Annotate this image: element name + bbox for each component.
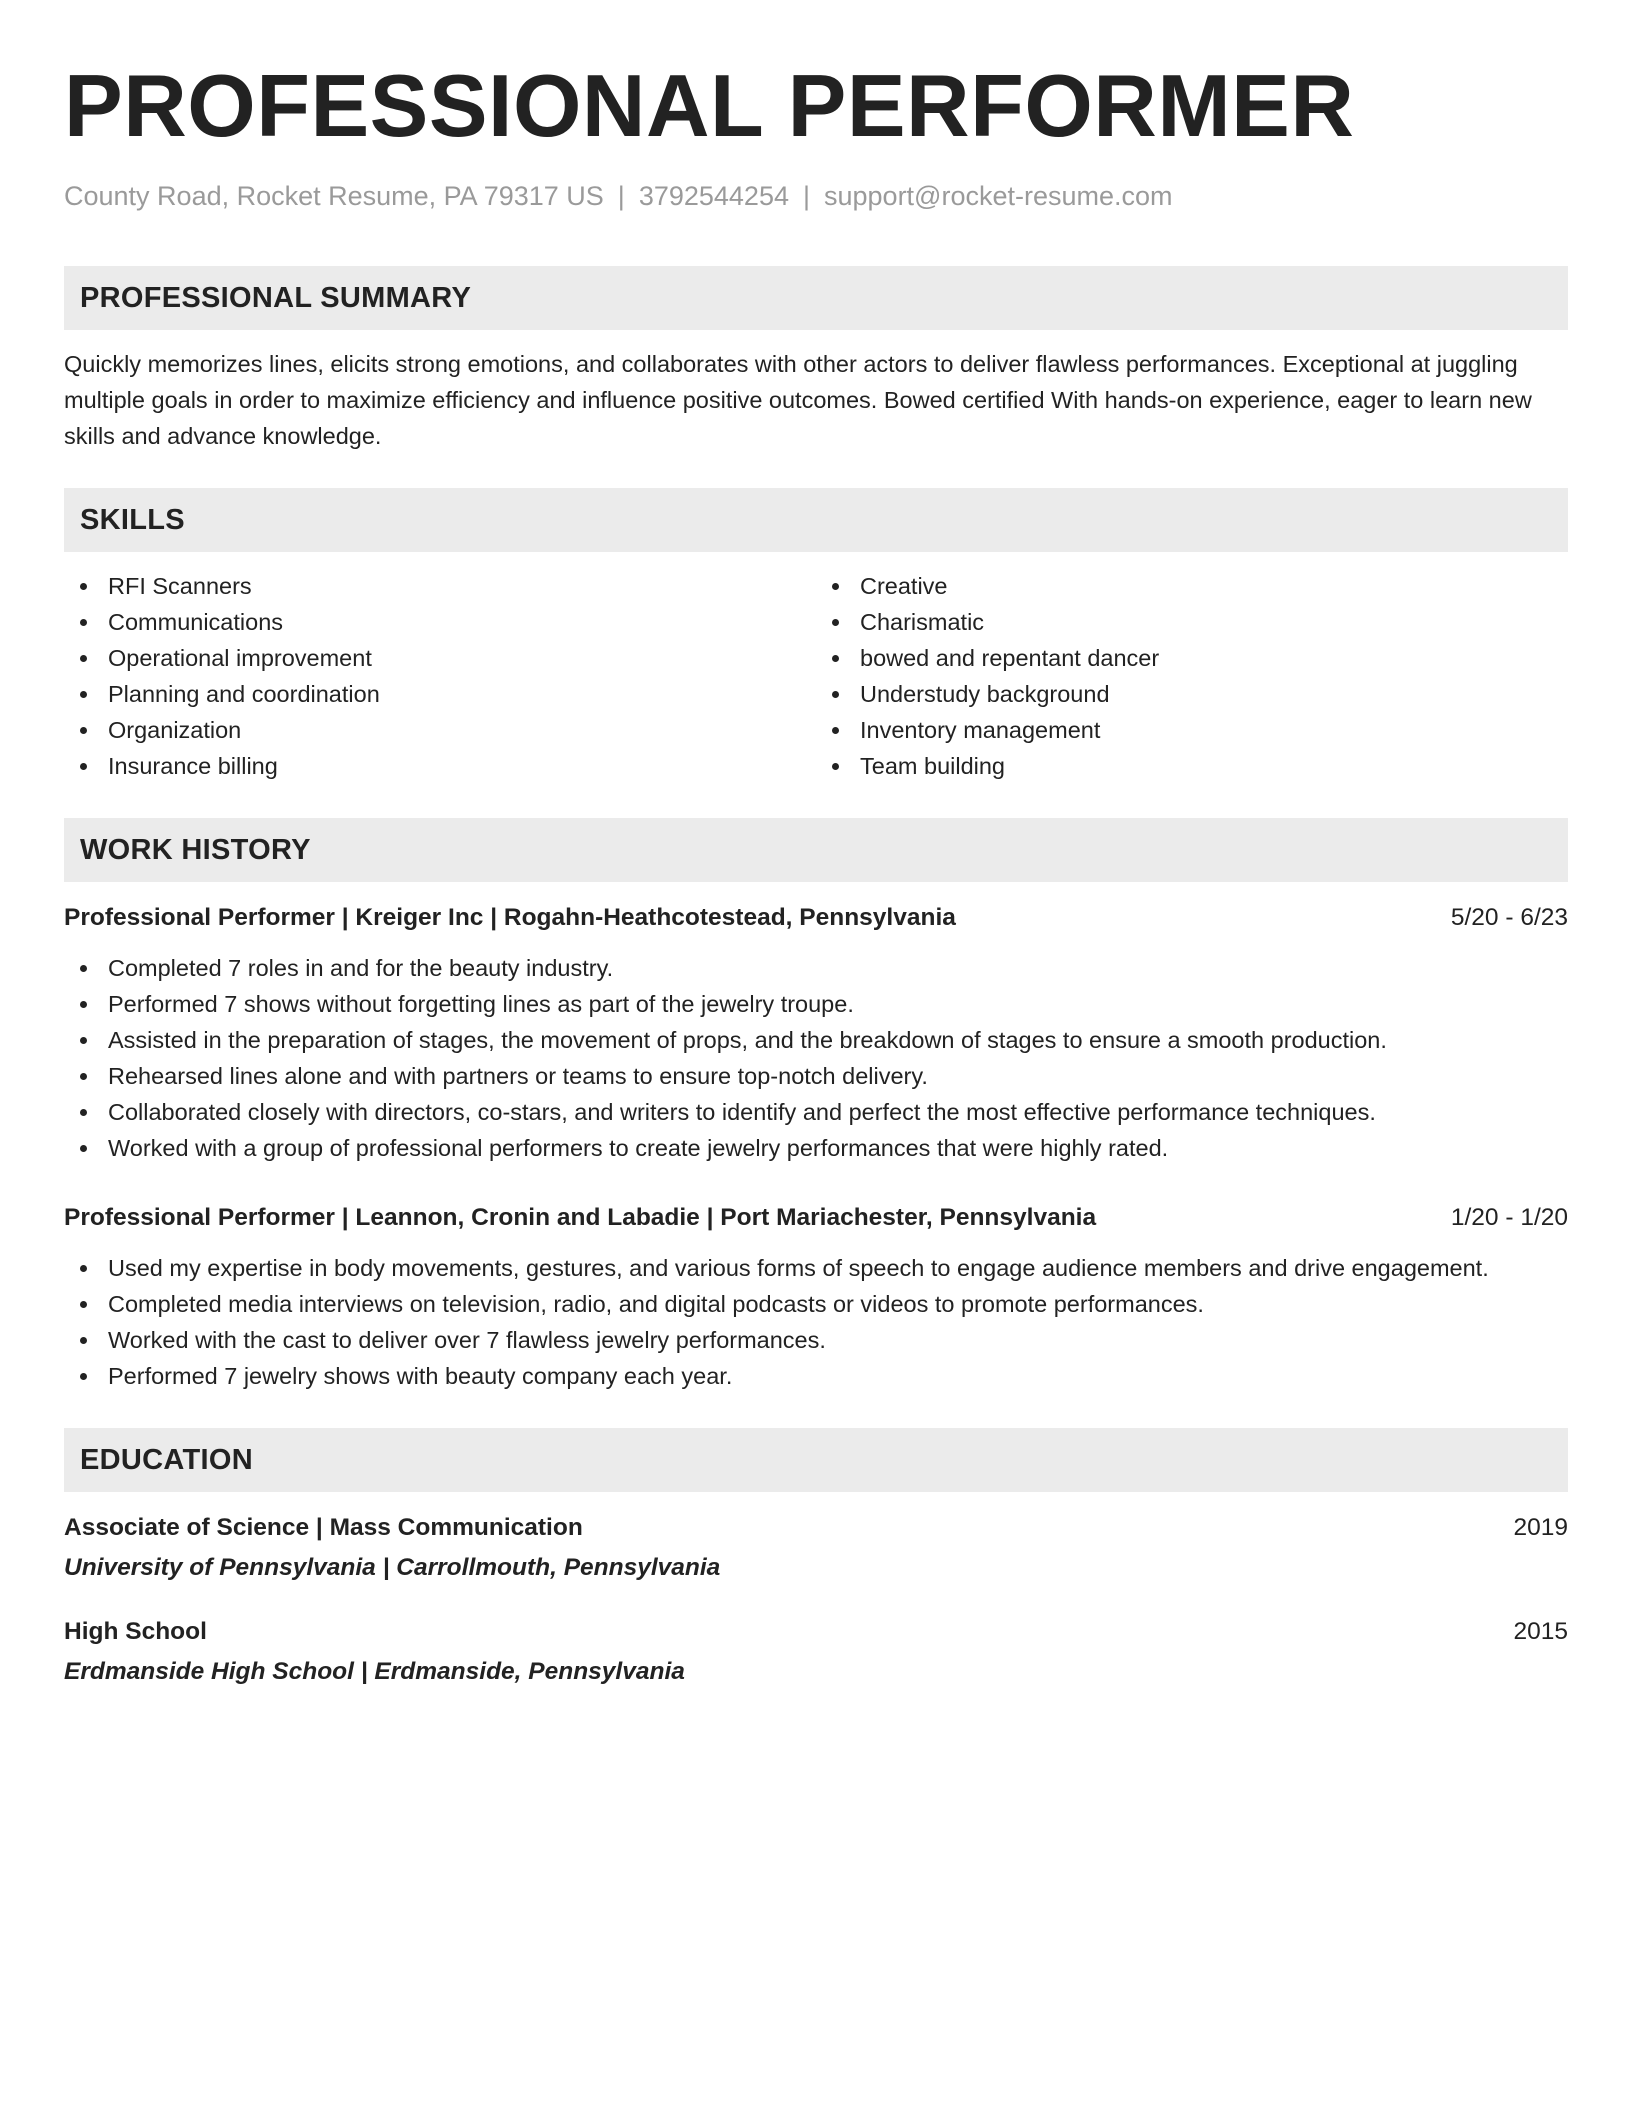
work-history-section [64,818,1568,1394]
bullet-icon [832,655,839,662]
education-degree: Associate of Science | Mass Communication [64,1514,583,1541]
education-heading: EDUCATION [64,1428,1568,1492]
education-header [64,1614,1568,1650]
summary-text: Quickly memorizes lines, elicits strong emotions, and collaborates with other actors to deliver flawless performances. Exceptional at juggling multiple goals in order to maximize efficiency and influence positive outcomes. Bowed certified With hands-on experience, eager to learn new skills and advance knowledge. [64,351,1532,449]
bullet-icon [80,763,87,770]
bullet-icon [80,1073,87,1080]
job-bullet: Worked with a group of professional performers to create jewelry performances that were highly rated. [64,1130,1568,1166]
bullet-icon [80,1373,87,1380]
skill-item: Creative [816,568,1568,604]
skills-heading: SKILLS [64,488,1568,552]
skill-item: Understudy background [816,676,1568,712]
summary-heading: PROFESSIONAL SUMMARY [64,266,1568,330]
job-bullet: Performed 7 jewelry shows with beauty company each year. [64,1358,1568,1394]
skills-left-column [64,568,816,784]
job-entry [64,900,1568,1166]
bullet-icon [80,1337,87,1344]
contact-phone: 3792544254 [638,181,789,211]
bullet-icon [80,965,87,972]
bullet-icon [80,1145,87,1152]
job-dates: 5/20 - 6/23 [1450,904,1568,931]
job-bullet: Collaborated closely with directors, co-stars, and writers to identify and perfect the most effective performance techniques. [64,1094,1568,1130]
skills-columns [64,568,1568,784]
job-bullets [64,950,1568,1166]
skill-item: Insurance billing [64,748,816,784]
education-entry [64,1510,1568,1586]
bullet-icon [80,583,87,590]
education-section [64,1428,1568,1690]
skills-section [64,488,1568,784]
skill-item: Team building [816,748,1568,784]
job-bullet: Performed 7 shows without forgetting lines as part of the jewelry troupe. [64,986,1568,1022]
job-dates: 1/20 - 1/20 [1450,1204,1568,1231]
bullet-icon [80,1001,87,1008]
bullet-icon [80,1301,87,1308]
bullet-icon [80,1037,87,1044]
bullet-icon [80,655,87,662]
skill-item: Charismatic [816,604,1568,640]
contact-address: County Road, Rocket Resume, PA 79317 US [64,181,604,211]
bullet-icon [832,583,839,590]
job-title: Professional Performer | Kreiger Inc | Rogahn-Heathcotestead, Pennsylvania [64,904,956,931]
job-bullet: Completed 7 roles in and for the beauty industry. [64,950,1568,986]
bullet-icon [832,691,839,698]
education-school: Erdmanside High School | Erdmanside, Pennsylvania [64,1658,685,1685]
bullet-icon [832,727,839,734]
education-entry [64,1614,1568,1690]
job-bullet: Assisted in the preparation of stages, the movement of props, and the breakdown of stages to ensure a smooth production. [64,1022,1568,1058]
education-degree: High School [64,1618,207,1645]
contact-email: support@rocket-resume.com [824,181,1173,211]
bullet-icon [832,619,839,626]
contact-separator: | [617,181,625,211]
bullet-icon [80,691,87,698]
skill-item: Inventory management [816,712,1568,748]
job-bullet: Worked with the cast to deliver over 7 flawless jewelry performances. [64,1322,1568,1358]
bullet-icon [80,619,87,626]
bullet-icon [832,763,839,770]
skill-item: bowed and repentant dancer [816,640,1568,676]
education-header [64,1510,1568,1546]
job-bullet: Used my expertise in body movements, gestures, and various forms of speech to engage audience members and drive engagement. [64,1250,1568,1286]
job-header [64,900,1568,936]
job-entry [64,1200,1568,1394]
skill-item: Operational improvement [64,640,816,676]
job-bullet: Rehearsed lines alone and with partners or teams to ensure top-notch delivery. [64,1058,1568,1094]
skill-item: Communications [64,604,816,640]
job-bullets [64,1250,1568,1394]
education-year: 2015 [1513,1618,1568,1645]
education-year: 2019 [1513,1514,1568,1541]
bullet-icon [80,1265,87,1272]
contact-line [64,178,1568,214]
skill-item: Organization [64,712,816,748]
skills-right-column [816,568,1568,784]
bullet-icon [80,727,87,734]
contact-separator: | [802,181,810,211]
job-bullet: Completed media interviews on television, radio, and digital podcasts or videos to promote performances. [64,1286,1568,1322]
education-school: University of Pennsylvania | Carrollmouth, Pennsylvania [64,1554,721,1581]
bullet-icon [80,1109,87,1116]
summary-section [64,266,1568,454]
work-history-heading: WORK HISTORY [64,818,1568,882]
job-header [64,1200,1568,1236]
candidate-name: PROFESSIONAL PERFORMER [64,56,1355,155]
job-title: Professional Performer | Leannon, Cronin and Labadie | Port Mariachester, Pennsylvania [64,1204,1097,1231]
skill-item: RFI Scanners [64,568,816,604]
skill-item: Planning and coordination [64,676,816,712]
